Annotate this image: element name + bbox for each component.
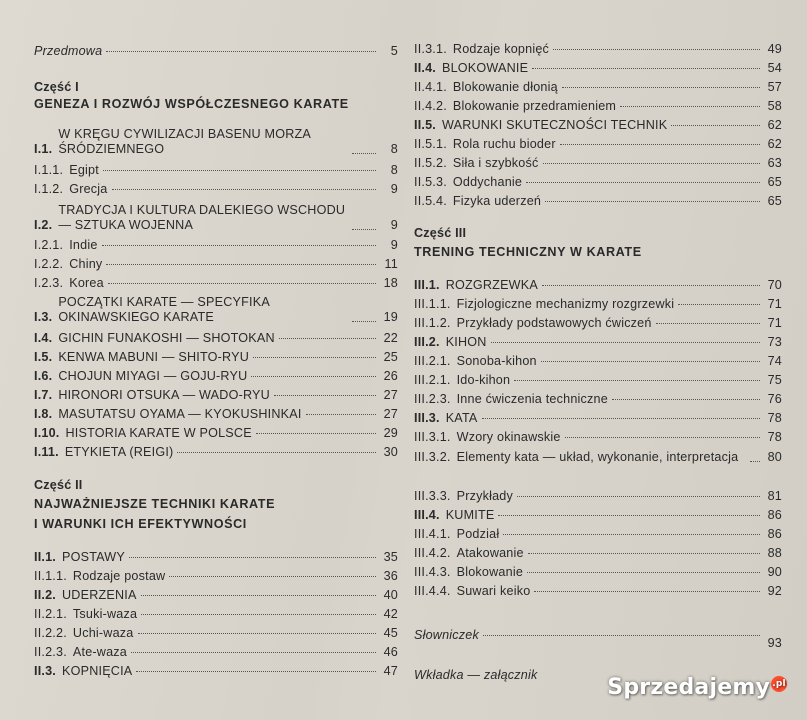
toc-entry[interactable]: [34, 238, 398, 253]
entry-page: 8: [390, 142, 398, 156]
toc-entry[interactable]: [34, 276, 398, 291]
entry-title: KATA: [445, 411, 478, 425]
toc-entry[interactable]: [414, 489, 782, 504]
leader-dots: [274, 395, 376, 396]
toc-entry[interactable]: [34, 569, 398, 584]
leader-dots: [253, 357, 376, 358]
entry-page: 9: [390, 218, 398, 232]
toc-entry[interactable]: [34, 257, 398, 272]
entry-title: Wkładka — załącznik: [414, 668, 538, 682]
toc-entry[interactable]: [414, 335, 782, 350]
leader-dots: [141, 614, 376, 615]
toc-entry[interactable]: [34, 664, 398, 679]
toc-entry[interactable]: [414, 61, 782, 76]
leader-dots: [750, 461, 760, 462]
toc-entry[interactable]: [414, 565, 782, 580]
toc-entry[interactable]: [414, 430, 782, 445]
entry-number: I.1.2.: [34, 182, 64, 196]
entry-page: 73: [767, 335, 782, 349]
leader-dots: [528, 553, 760, 554]
entry-title: KUMITE: [445, 508, 495, 522]
entry-number: I.8.: [34, 407, 53, 421]
toc-entry[interactable]: [414, 99, 782, 114]
toc-entry[interactable]: [34, 426, 398, 441]
entry-title: Blokowanie przedramieniem: [452, 99, 617, 113]
toc-entry[interactable]: [414, 42, 782, 57]
entry-page: 86: [767, 527, 782, 541]
entry-page: 81: [767, 489, 782, 503]
leader-dots: [256, 433, 376, 434]
toc-entry[interactable]: [34, 127, 398, 157]
entry-number: II.1.: [34, 550, 56, 564]
entry-title: Rodzaje kopnięć: [452, 42, 550, 56]
entry-number: II.2.: [34, 588, 56, 602]
entry-title: POSTAWY: [62, 550, 125, 564]
entry-page: 71: [767, 316, 782, 330]
entry-title: KENWA MABUNI — SHITO-RYU: [58, 350, 250, 364]
toc-entry[interactable]: [414, 584, 782, 599]
entry-title: Ate-waza: [72, 645, 128, 659]
leader-dots: [483, 635, 760, 636]
entry-title: Przykłady: [456, 489, 513, 503]
entry-title: Ido-kihon: [456, 373, 511, 387]
entry-number: II.5.2.: [414, 156, 447, 170]
leader-dots: [620, 106, 760, 107]
entry-page: 74: [767, 354, 782, 368]
entry-title: W KRĘGU CYWILIZACJI BASENU MORZA ŚRÓDZIEMNEGO: [58, 127, 311, 156]
entry-number: III.4.2.: [414, 546, 451, 560]
entry-title: Inne ćwiczenia techniczne: [456, 392, 608, 406]
entry-title: Przedmowa: [34, 44, 103, 58]
entry-page: 71: [767, 297, 782, 311]
toc-entry[interactable]: [34, 182, 398, 197]
entry-page: 25: [383, 350, 398, 364]
entry-page: 35: [383, 550, 398, 564]
leader-dots: [141, 595, 376, 596]
toc-entry[interactable]: [34, 645, 398, 660]
leader-dots: [532, 68, 760, 69]
entry-page: 11: [384, 257, 398, 271]
leader-dots: [279, 338, 376, 339]
part-title: GENEZA I ROZWÓJ WSPÓŁCZESNEGO KARATE: [34, 97, 349, 111]
leader-dots: [352, 321, 376, 322]
toc-entry[interactable]: [414, 156, 782, 171]
entry-number: I.5.: [34, 350, 53, 364]
toc-entry[interactable]: [34, 163, 398, 178]
entry-number: I.11.: [34, 445, 59, 459]
part-heading: Część III: [414, 226, 467, 240]
entry-page: 9: [390, 182, 398, 196]
leader-dots: [553, 49, 760, 50]
leader-dots: [491, 342, 760, 343]
entry-title: ROZGRZEWKA: [445, 278, 538, 292]
toc-entry[interactable]: [414, 450, 782, 465]
entry-title: UDERZENIA: [62, 588, 137, 602]
leader-dots: [560, 144, 760, 145]
entry-title: Uchi-waza: [72, 626, 134, 640]
watermark-logo: Sprzedajemy .pl: [607, 675, 786, 700]
entry-number: I.10.: [34, 426, 60, 440]
leader-dots: [352, 229, 376, 230]
leader-dots: [656, 323, 760, 324]
leader-dots: [542, 285, 760, 286]
entry-page: 63: [767, 156, 782, 170]
entry-title: Podział: [456, 527, 500, 541]
entry-title: Indie: [69, 238, 98, 252]
entry-number: III.1.2.: [414, 316, 451, 330]
part-title: TRENING TECHNICZNY W KARATE: [414, 245, 642, 259]
entry-title: Rola ruchu bioder: [452, 137, 556, 151]
entry-page: 18: [383, 276, 398, 290]
entry-number: II.1.1.: [34, 569, 67, 583]
toc-entry[interactable]: [414, 392, 782, 407]
entry-number: III.3.3.: [414, 489, 451, 503]
toc-entry[interactable]: [34, 350, 398, 365]
leader-dots: [562, 87, 760, 88]
entry-title: Rodzaje postaw: [72, 569, 166, 583]
entry-number: II.5.: [414, 118, 436, 132]
entry-page: 58: [767, 99, 782, 113]
entry-title: Elementy kata — układ, wykonanie, interpretacja: [456, 450, 739, 464]
entry-page: 62: [767, 118, 782, 132]
entry-page: 65: [767, 194, 782, 208]
entry-title: Blokowanie dłonią: [452, 80, 558, 94]
part-heading: Część II: [34, 478, 83, 492]
entry-title: HISTORIA KARATE W POLSCE: [65, 426, 252, 440]
leader-dots: [112, 189, 376, 190]
leader-dots: [498, 515, 760, 516]
toc-entry-preface[interactable]: [34, 44, 398, 59]
entry-number: III.3.: [414, 411, 440, 425]
toc-entry[interactable]: [414, 508, 782, 523]
entry-title: Chiny: [69, 257, 103, 271]
entry-title: Siła i szybkość: [452, 156, 539, 170]
leader-dots: [138, 633, 377, 634]
entry-title: BLOKOWANIE: [442, 61, 529, 75]
entry-title: Oddychanie: [452, 175, 523, 189]
entry-title: Blokowanie: [456, 565, 524, 579]
entry-title: HIRONORI OTSUKA — WADO-RYU: [58, 388, 270, 402]
entry-page: 78: [767, 430, 782, 444]
leader-dots: [251, 376, 376, 377]
entry-number: I.1.1.: [34, 163, 64, 177]
entry-page: 26: [383, 369, 398, 383]
entry-page: 40: [383, 588, 398, 602]
entry-title: Fizjologiczne mechanizmy rozgrzewki: [456, 297, 675, 311]
entry-title: Atakowanie: [456, 546, 524, 560]
toc-entry[interactable]: [414, 137, 782, 152]
toc-entry[interactable]: [34, 295, 398, 325]
entry-page: 93: [767, 636, 782, 650]
entry-number: II.3.: [34, 664, 56, 678]
entry-number: III.4.3.: [414, 565, 451, 579]
leader-dots: [527, 572, 760, 573]
entry-title: GICHIN FUNAKOSHI — SHOTOKAN: [58, 331, 275, 345]
entry-title: CHOJUN MIYAGI — GOJU-RYU: [58, 369, 248, 383]
entry-title: KIHON: [445, 335, 487, 349]
entry-title: KOPNIĘCIA: [62, 664, 133, 678]
entry-title: MASUTATSU OYAMA — KYOKUSHINKAI: [58, 407, 302, 421]
entry-number: III.2.: [414, 335, 440, 349]
entry-page: 80: [767, 450, 782, 464]
entry-page: 42: [383, 607, 398, 621]
leader-dots: [671, 125, 760, 126]
entry-page: 54: [767, 61, 782, 75]
entry-page: 78: [767, 411, 782, 425]
leader-dots: [129, 557, 376, 558]
entry-number: II.2.1.: [34, 607, 67, 621]
toc-entry[interactable]: [414, 316, 782, 331]
toc-entry[interactable]: [414, 194, 782, 209]
entry-number: III.1.: [414, 278, 440, 292]
entry-number: III.3.2.: [414, 450, 451, 464]
entry-page: 62: [767, 137, 782, 151]
toc-entry[interactable]: [34, 369, 398, 384]
entry-title: Grecja: [69, 182, 108, 196]
entry-page: 22: [383, 331, 398, 345]
entry-page: 5: [390, 44, 398, 58]
leader-dots: [136, 671, 376, 672]
entry-page: 70: [767, 278, 782, 292]
leader-dots: [503, 534, 760, 535]
entry-page: 46: [383, 645, 398, 659]
entry-page: 8: [390, 163, 398, 177]
leader-dots: [306, 414, 376, 415]
entry-title: ETYKIETA (REIGI): [64, 445, 174, 459]
entry-number: II.5.3.: [414, 175, 447, 189]
part-heading: Część I: [34, 80, 79, 94]
leader-dots: [177, 452, 376, 453]
part-title: I WARUNKI ICH EFEKTYWNOŚCI: [34, 517, 247, 531]
toc-entry[interactable]: [34, 550, 398, 565]
entry-number: II.2.2.: [34, 626, 67, 640]
entry-title: Egipt: [69, 163, 99, 177]
leader-dots: [108, 283, 376, 284]
toc-entry[interactable]: [414, 527, 782, 542]
entry-number: II.2.3.: [34, 645, 67, 659]
leader-dots: [103, 170, 376, 171]
entry-number: I.2.2.: [34, 257, 64, 271]
entry-page: 47: [383, 664, 398, 678]
entry-page: 90: [767, 565, 782, 579]
leader-dots: [565, 437, 760, 438]
entry-page: 27: [383, 388, 398, 402]
entry-number: I.2.1.: [34, 238, 64, 252]
entry-page: 19: [383, 310, 398, 324]
entry-page: 49: [767, 42, 782, 56]
entry-number: II.5.4.: [414, 194, 447, 208]
toc-entry[interactable]: [34, 203, 398, 233]
entry-title: Korea: [69, 276, 104, 290]
toc-entry[interactable]: [414, 546, 782, 561]
entry-number: II.5.1.: [414, 137, 447, 151]
entry-page: 75: [767, 373, 782, 387]
entry-title: Wzory okinawskie: [456, 430, 561, 444]
entry-page: 45: [383, 626, 398, 640]
leader-dots: [541, 361, 760, 362]
toc-entry-glossary[interactable]: [414, 628, 782, 650]
entry-number: I.3.: [34, 310, 53, 324]
entry-number: III.1.1.: [414, 297, 451, 311]
toc-entry[interactable]: [34, 445, 398, 460]
toc-entry[interactable]: [414, 354, 782, 369]
toc-entry[interactable]: [414, 297, 782, 312]
entry-number: II.4.2.: [414, 99, 447, 113]
leader-dots: [106, 51, 376, 52]
leader-dots: [612, 399, 760, 400]
entry-number: I.7.: [34, 388, 53, 402]
entry-page: 92: [767, 584, 782, 598]
entry-number: II.4.1.: [414, 80, 447, 94]
leader-dots: [131, 652, 376, 653]
entry-page: 65: [767, 175, 782, 189]
leader-dots: [543, 163, 761, 164]
toc-entry[interactable]: [34, 626, 398, 641]
leader-dots: [545, 201, 760, 202]
entry-page: 86: [767, 508, 782, 522]
leader-dots: [514, 380, 760, 381]
entry-number: III.4.1.: [414, 527, 451, 541]
entry-number: II.3.1.: [414, 42, 447, 56]
leader-dots: [106, 264, 376, 265]
logo-dot-icon: .pl: [771, 676, 787, 692]
leader-dots: [352, 153, 376, 154]
entry-page: 9: [390, 238, 398, 252]
leader-dots: [102, 245, 376, 246]
leader-dots: [526, 182, 760, 183]
entry-page: 88: [767, 546, 782, 560]
entry-number: III.4.4.: [414, 584, 451, 598]
entry-title: Sonoba-kihon: [456, 354, 537, 368]
entry-number: III.4.: [414, 508, 440, 522]
entry-number: I.6.: [34, 369, 53, 383]
toc-entry[interactable]: [414, 411, 782, 426]
entry-title: Fizyka uderzeń: [452, 194, 542, 208]
entry-page: 57: [767, 80, 782, 94]
entry-page: 27: [383, 407, 398, 421]
entry-number: III.2.3.: [414, 392, 451, 406]
toc-entry[interactable]: [34, 588, 398, 603]
toc-entry[interactable]: [414, 80, 782, 95]
entry-title: Suwari keiko: [456, 584, 531, 598]
toc-entry[interactable]: [34, 331, 398, 346]
entry-title: POCZĄTKI KARATE — SPECYFIKA OKINAWSKIEGO KARATE: [58, 295, 270, 324]
entry-number: I.2.3.: [34, 276, 64, 290]
leader-dots: [517, 496, 760, 497]
entry-title: WARUNKI SKUTECZNOŚCI TECHNIK: [442, 118, 668, 132]
entry-title: Słowniczek: [414, 628, 479, 642]
entry-title: Tsuki-waza: [72, 607, 138, 621]
entry-number: I.2.: [34, 218, 53, 232]
entry-page: 29: [383, 426, 398, 440]
toc-entry[interactable]: [414, 175, 782, 190]
entry-number: III.3.1.: [414, 430, 451, 444]
toc-entry[interactable]: [414, 278, 782, 293]
leader-dots: [169, 576, 376, 577]
entry-page: 30: [383, 445, 398, 459]
leader-dots: [482, 418, 760, 419]
entry-number: I.1.: [34, 142, 53, 156]
entry-number: III.2.1.: [414, 373, 451, 387]
toc-entry[interactable]: [34, 388, 398, 403]
entry-number: III.2.1.: [414, 354, 451, 368]
toc-entry[interactable]: [34, 407, 398, 422]
toc-entry[interactable]: [414, 118, 782, 133]
entry-title: Przykłady podstawowych ćwiczeń: [456, 316, 652, 330]
entry-number: II.4.: [414, 61, 436, 75]
entry-page: 76: [767, 392, 782, 406]
leader-dots: [678, 304, 760, 305]
toc-entry[interactable]: [414, 373, 782, 388]
part-title: NAJWAŻNIEJSZE TECHNIKI KARATE: [34, 497, 276, 511]
entry-number: I.4.: [34, 331, 53, 345]
leader-dots: [534, 591, 760, 592]
toc-entry[interactable]: [34, 607, 398, 622]
entry-page: 36: [383, 569, 398, 583]
entry-title: TRADYCJA I KULTURA DALEKIEGO WSCHODU — SZTUKA WOJENNA: [58, 203, 346, 232]
